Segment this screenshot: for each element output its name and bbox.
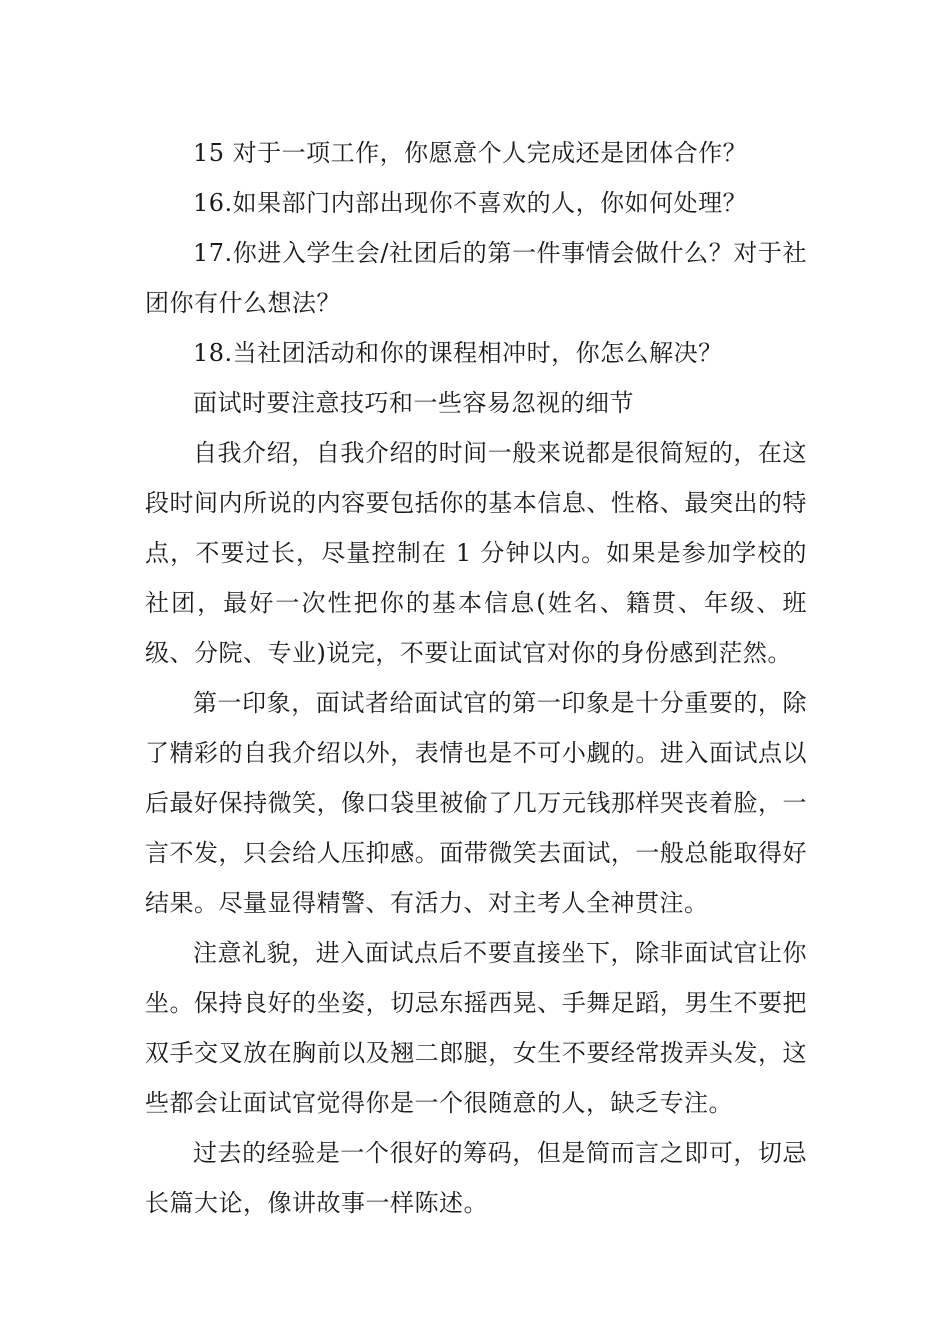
- paragraph-past-experience: 过去的经验是一个很好的筹码，但是简而言之即可，切忌长篇大论，像讲故事一样陈述。: [145, 1139, 807, 1217]
- question-17: 17.你进入学生会/社团后的第一件事情会做什么？对于社团你有什么想法？: [145, 239, 807, 317]
- section-heading: 面试时要注意技巧和一些容易忽视的细节: [193, 389, 634, 417]
- document-body: [145, 128, 807, 1228]
- question-16: 16.如果部门内部出现你不喜欢的人，你如何处理？: [193, 189, 748, 217]
- paragraph-politeness: 注意礼貌，进入面试点后不要直接坐下，除非面试官让你坐。保持良好的坐姿，切忌东摇西晃、手舞足蹈，男生不要把双手交叉放在胸前以及翘二郎腿，女生不要经常拨弄头发，这些都会让面试官觉得你是一个很随意的人，缺乏专注。: [145, 939, 807, 1117]
- paragraph-first-impression: 第一印象，面试者给面试官的第一印象是十分重要的，除了精彩的自我介绍以外，表情也是不可小觑的。进入面试点以后最好保持微笑，像口袋里被偷了几万元钱那样哭丧着脸，一言不发，只会给人压抑感。面带微笑去面试，一般总能取得好结果。尽量显得精警、有活力、对主考人全神贯注。: [145, 689, 807, 917]
- question-15: 15 对于一项工作，你愿意个人完成还是团体合作？: [193, 139, 748, 167]
- question-18: 18.当社团活动和你的课程相冲时，你怎么解决？: [193, 339, 723, 367]
- paragraph-self-introduction: 自我介绍，自我介绍的时间一般来说都是很简短的，在这段时间内所说的内容要包括你的基本信息、性格、最突出的特点，不要过长，尽量控制在 1 分钟以内。如果是参加学校的社团，最好一次性把你的基本信息(姓名、籍贯、年级、班级、分院、专业)说完，不要让面试官对你的身份感到茫然。: [145, 439, 807, 667]
